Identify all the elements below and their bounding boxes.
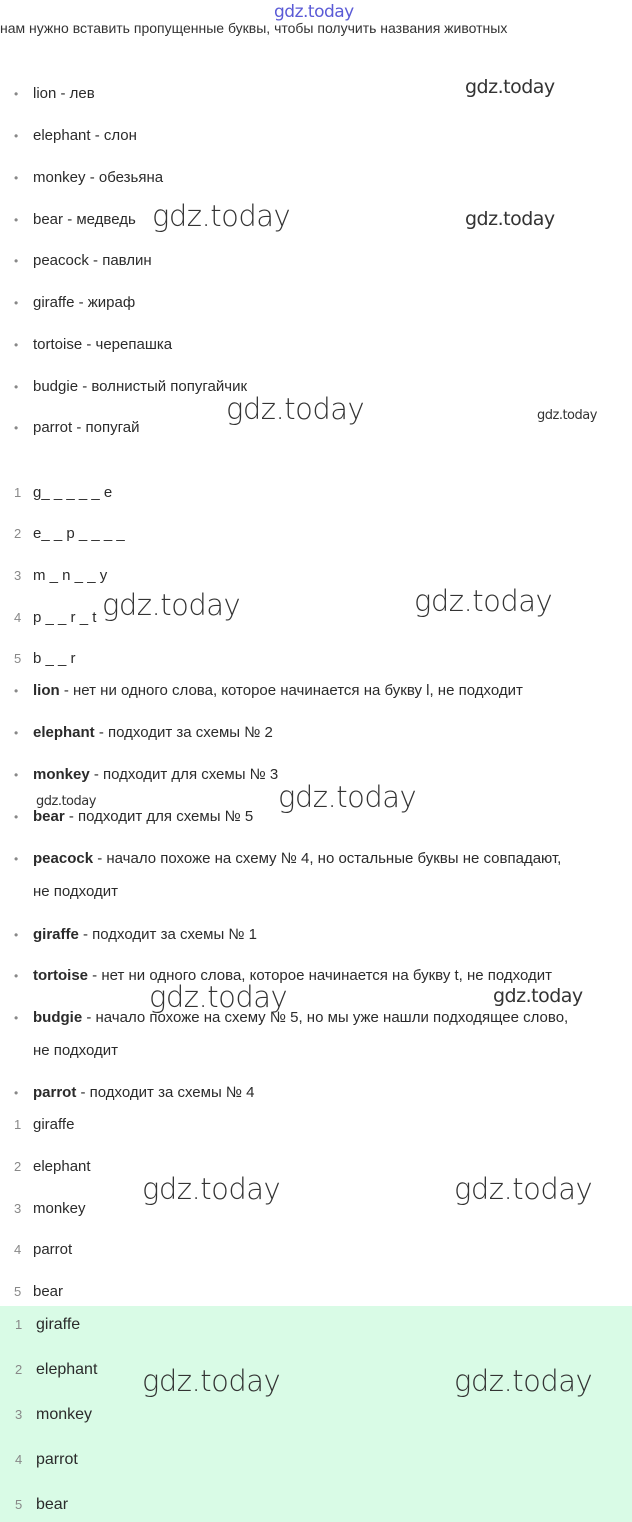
watermark: gdz.today	[465, 76, 555, 98]
watermark: gdz.today	[454, 1172, 593, 1206]
watermark: gdz.today	[142, 1364, 281, 1398]
watermark: gdz.today	[414, 584, 553, 618]
watermark: gdz.today	[454, 1364, 593, 1398]
intro-text: нам нужно вставить пропущенные буквы, чтобы получить названия животных	[0, 20, 508, 36]
watermark: gdz.today	[537, 408, 597, 423]
watermark: gdz.today	[149, 980, 288, 1014]
watermark: gdz.today	[278, 780, 417, 814]
watermark: gdz.today	[152, 199, 291, 233]
watermark: gdz.today	[493, 985, 583, 1007]
watermark: gdz.today	[226, 392, 365, 426]
watermark: gdz.today	[142, 1172, 281, 1206]
top-watermark: gdz.today	[274, 2, 354, 22]
watermark: gdz.today	[36, 794, 96, 809]
final-answer-box: 1 giraffe 2 elephant 3 monkey 4 parrot 5 bear	[0, 1306, 632, 1522]
watermark: gdz.today	[102, 588, 241, 622]
watermark: gdz.today	[465, 208, 555, 230]
